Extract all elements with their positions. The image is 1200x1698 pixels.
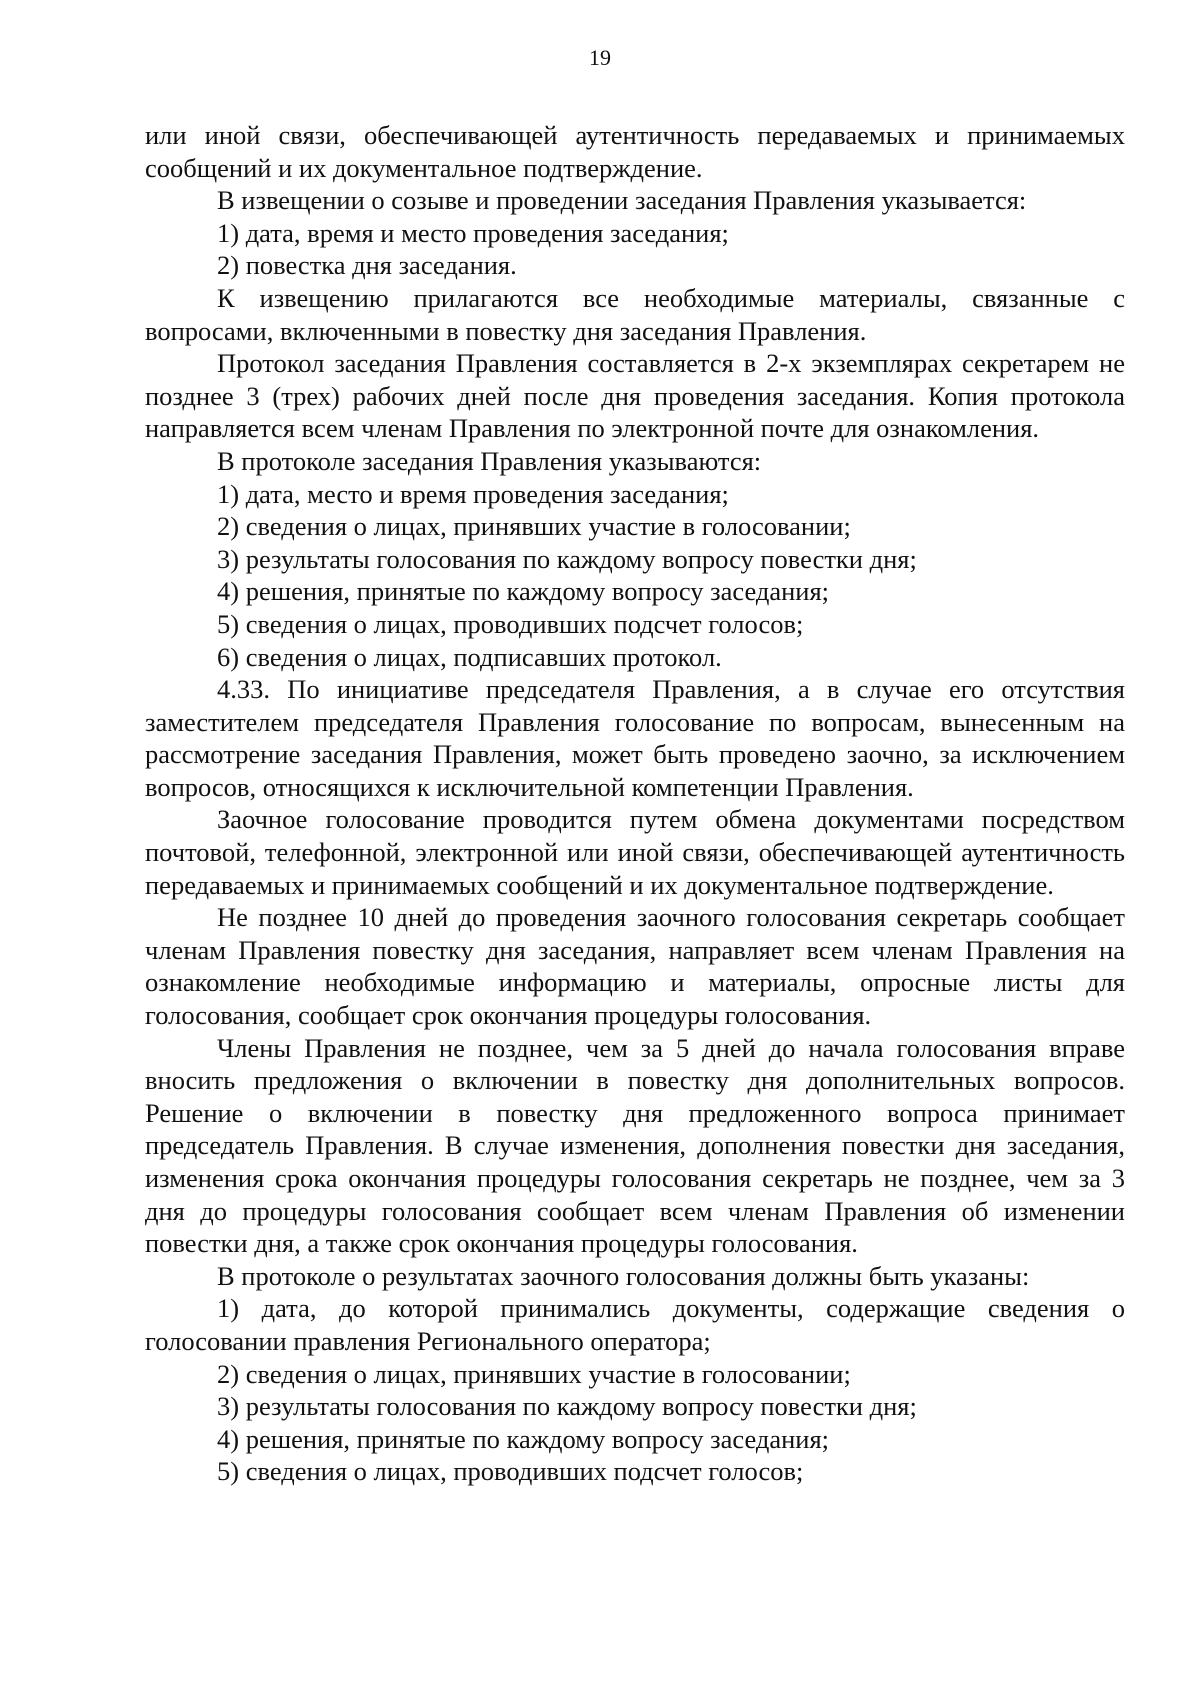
paragraph: 1) дата, время и место проведения заседания; xyxy=(217,217,729,248)
paragraph: Не позднее 10 дней до проведения заочного голосования секретарь сообщает членам Правления повестку дня заседания, направляет всем членам Правления на ознакомление необходимые информацию и материалы, опросные листы для голосования, сообщает срок окончания процедуры голосования. xyxy=(145,902,1125,1031)
paragraph: 3) результаты голосования по каждому вопросу повестки дня; xyxy=(217,1391,917,1422)
paragraph: К извещению прилагаются все необходимые материалы, связанные с вопросами, включенными в повестку дня заседания Правления. xyxy=(145,282,1125,346)
paragraph: 4) решения, принятые по каждому вопросу заседания; xyxy=(217,576,830,607)
paragraph: 1) дата, место и время проведения заседания; xyxy=(217,478,729,509)
paragraph: Заочное голосование проводится путем обмена документами посредством почтовой, телефонной, электронной или иной связи, обеспечивающей аутентичность передаваемых и принимаемых сообщений и их документальное подтверждение. xyxy=(145,804,1125,900)
paragraph: 2) сведения о лицах, принявших участие в голосовании; xyxy=(217,511,851,542)
paragraph: 4.33. По инициативе председателя Правления, а в случае его отсутствия заместителем председателя Правления голосование по вопросам, вынесенным на рассмотрение заседания Правления, может быть проведено заочно, за исключением вопросов, относящихся к исключительной компетенции Правления. xyxy=(145,674,1125,802)
paragraph: 5) сведения о лицах, проводивших подсчет голосов; xyxy=(217,608,804,639)
paragraph: В протоколе о результатах заочного голосования должны быть указаны: xyxy=(217,1260,1030,1291)
paragraph: 5) сведения о лицах, проводивших подсчет голосов; xyxy=(217,1456,804,1487)
paragraph: 3) результаты голосования по каждому вопросу повестки дня; xyxy=(217,543,917,574)
paragraph: 4) решения, принятые по каждому вопросу заседания; xyxy=(217,1423,830,1454)
page-number: 19 xyxy=(589,45,611,70)
paragraph: 2) сведения о лицах, принявших участие в голосовании; xyxy=(217,1358,851,1389)
paragraph: или иной связи, обеспечивающей аутентичность передаваемых и принимаемых сообщений и их документальное подтверждение. xyxy=(145,120,1125,183)
paragraph: В протоколе заседания Правления указываются: xyxy=(217,445,762,476)
document-body xyxy=(145,119,1125,1488)
paragraph: 6) сведения о лицах, подписавших протокол. xyxy=(217,641,722,672)
paragraph: 1) дата, до которой принимались документы, содержащие сведения о голосовании правления Регионального оператора; xyxy=(145,1293,1125,1356)
paragraph: Члены Правления не позднее, чем за 5 дней до начала голосования вправе вносить предложения о включении в повестку дня дополнительных вопросов. Решение о включении в повестку дня предложенного вопроса принимает председатель Правления. В случае изменения, дополнения повестки дня заседания, изменения срока окончания процедуры голосования секретарь не позднее, чем за 3 дня до процедуры голосования сообщает всем членам Правления об изменении повестки дня, а также срок окончания процедуры голосования. xyxy=(145,1032,1125,1259)
paragraph: Протокол заседания Правления составляется в 2-х экземплярах секретарем не позднее 3 (трех) рабочих дней после дня проведения заседания. Копия протокола направляется всем членам Правления по электронной почте для ознакомления. xyxy=(145,348,1125,444)
paragraph: 2) повестка дня заседания. xyxy=(217,250,517,281)
paragraph: В извещении о созыве и проведении заседания Правления указывается: xyxy=(217,185,1027,216)
